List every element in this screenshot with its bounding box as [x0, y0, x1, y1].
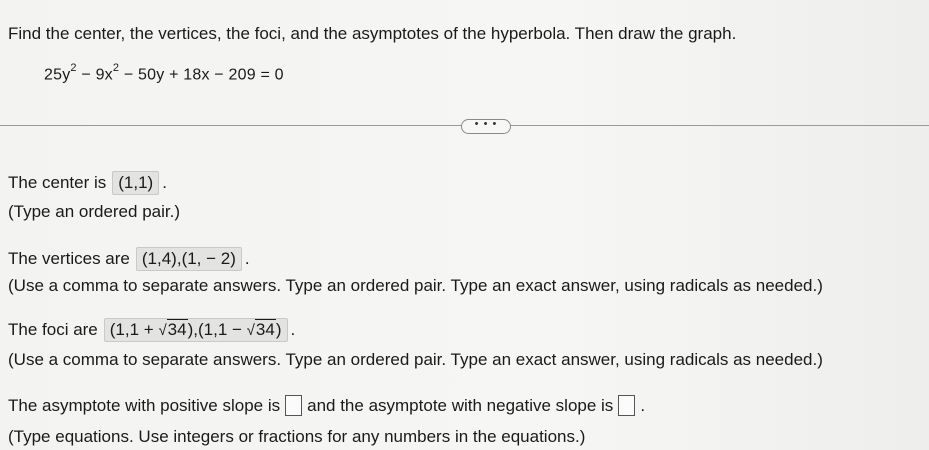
vertices-label: The vertices are	[8, 249, 130, 268]
equation-exp2: 2	[112, 62, 120, 74]
foci-period: .	[290, 320, 296, 339]
vertices-period: .	[244, 249, 250, 268]
equation-part3: − 50y + 18x − 209 = 0	[119, 66, 284, 84]
center-row	[8, 171, 167, 195]
focus1-prefix: (1,1 +	[109, 320, 159, 339]
focus1-suffix: )	[187, 320, 194, 339]
asymptote-negative-input[interactable]	[618, 395, 635, 416]
focus1-radicand: 34	[167, 320, 187, 339]
foci-separator: ,	[193, 320, 198, 339]
asymptote-positive-label: The asymptote with positive slope is	[8, 395, 281, 415]
sqrt-icon: √34	[246, 320, 275, 339]
center-answer-field[interactable]: (1,1)	[112, 171, 159, 195]
asymptotes-hint: (Type equations. Use integers or fractions for any numbers in the equations.)	[8, 427, 586, 446]
expand-more-button[interactable]: • • •	[461, 119, 511, 134]
focus2-prefix: (1,1 −	[198, 320, 247, 339]
asymptotes-row	[8, 395, 645, 416]
question-title: Find the center, the vertices, the foci, and the asymptotes of the hyperbola. Then draw the graph.	[8, 24, 737, 43]
center-label: The center is	[8, 173, 107, 192]
center-hint: (Type an ordered pair.)	[8, 202, 180, 221]
foci-row	[8, 318, 295, 342]
foci-label: The foci are	[8, 320, 98, 339]
foci-hint: (Use a comma to separate answers. Type an ordered pair. Type an exact answer, using radicals as needed.)	[8, 350, 823, 369]
sqrt-icon: √34	[158, 320, 187, 339]
vertices-row	[8, 247, 250, 271]
center-period: .	[162, 173, 167, 192]
asymptotes-period: .	[640, 395, 646, 415]
focus2-radicand: 34	[255, 320, 275, 339]
equation-part1: 25y	[44, 66, 71, 84]
foci-answer-field[interactable]	[104, 318, 288, 342]
vertices-answer-field[interactable]: (1,4),(1, − 2)	[136, 247, 242, 271]
hyperbola-equation	[44, 64, 284, 84]
focus2-suffix: )	[275, 320, 282, 339]
asymptote-negative-label: and the asymptote with negative slope is	[307, 395, 614, 415]
equation-part2: − 9x	[76, 66, 113, 84]
equation-exp1: 2	[70, 62, 77, 74]
asymptote-positive-input[interactable]	[285, 395, 302, 416]
vertices-hint: (Use a comma to separate answers. Type an ordered pair. Type an exact answer, using radicals as needed.)	[8, 276, 823, 295]
